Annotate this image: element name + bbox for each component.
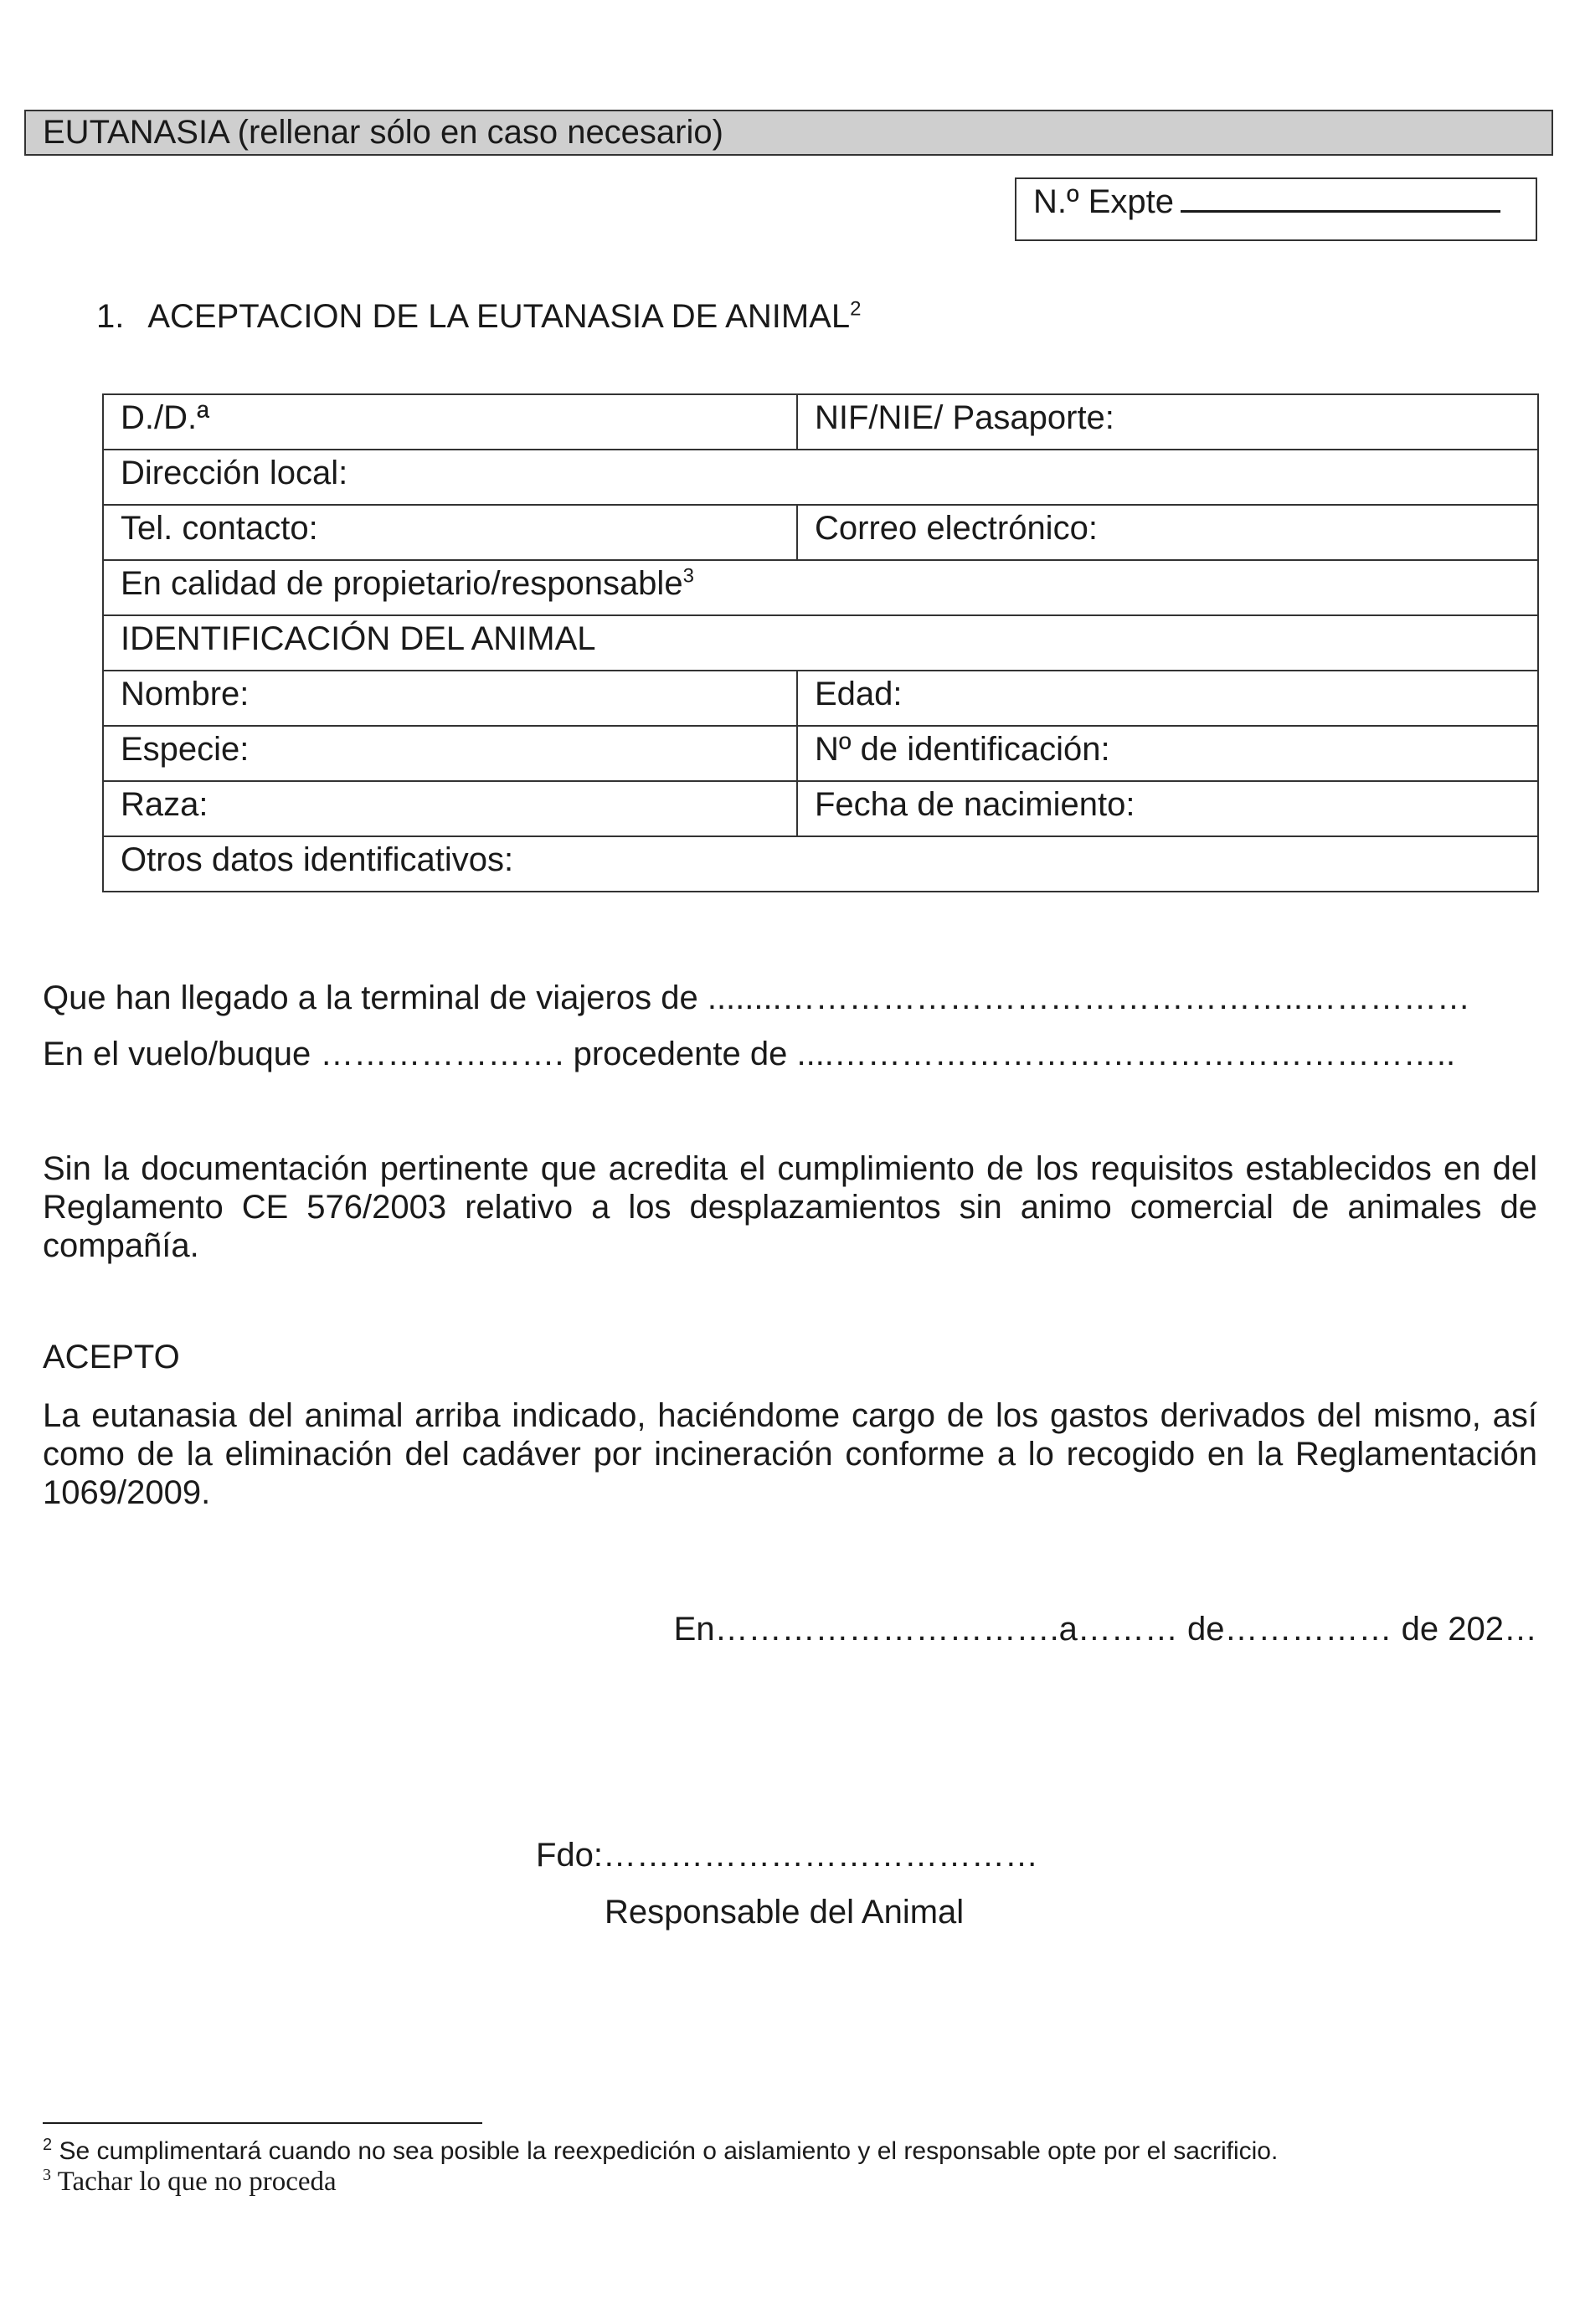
id-document-field[interactable] (797, 394, 1538, 450)
animal-name-field[interactable] (103, 671, 797, 726)
other-data-label: Otros datos identificativos: (121, 841, 514, 878)
email-label: Correo electrónico: (815, 510, 1098, 547)
table-row (103, 781, 1538, 836)
id-number-field[interactable] (797, 726, 1538, 781)
species-field[interactable] (103, 726, 797, 781)
age-label: Edad: (815, 676, 903, 712)
footnote-ref-2: 2 (850, 297, 862, 321)
section-title (96, 298, 861, 336)
euthanasia-paragraph: La eutanasia del animal arriba indicado, haciéndome cargo de los gastos derivados del mismo, así como de la eliminación del cadáver por incineración conforme a lo recogido en la Reglamentación 1069/2009. (43, 1397, 1537, 1511)
email-field[interactable] (797, 505, 1538, 560)
expediente-label: N.º Expte (1033, 183, 1175, 220)
table-row (103, 450, 1538, 505)
address-field[interactable] (103, 450, 1538, 505)
table-row (103, 394, 1538, 450)
age-field[interactable] (797, 671, 1538, 726)
capacity-field[interactable] (103, 560, 1538, 615)
address-label: Dirección local: (121, 455, 348, 491)
table-row (103, 836, 1538, 892)
owner-animal-form (102, 393, 1539, 892)
footnote-ref-3: 3 (682, 564, 694, 588)
other-data-field[interactable] (103, 836, 1538, 892)
table-row (103, 726, 1538, 781)
name-field[interactable] (103, 394, 797, 450)
id-document-label: NIF/NIE/ Pasaporte: (815, 399, 1114, 436)
flight-line: En el vuelo/buque …………………. procedente de ....……………………………………………….. (43, 1036, 1456, 1072)
footnote-3-text: Tachar lo que no proceda (57, 2167, 337, 2197)
section-number: 1. (96, 298, 125, 335)
footnote-3 (43, 2167, 337, 2198)
breed-label: Raza: (121, 786, 208, 823)
birthdate-field[interactable] (797, 781, 1538, 836)
animal-heading (103, 615, 1538, 671)
id-number-label: Nº de identificación: (815, 731, 1110, 768)
section-header: EUTANASIA (rellenar sólo en caso necesario) (24, 110, 1553, 156)
table-row (103, 615, 1538, 671)
species-label: Especie: (121, 731, 250, 768)
breed-field[interactable] (103, 781, 797, 836)
birthdate-label: Fecha de nacimiento: (815, 786, 1135, 823)
expediente-field[interactable] (1181, 182, 1500, 213)
footnote-2 (43, 2137, 1278, 2166)
animal-name-label: Nombre: (121, 676, 250, 712)
footnote-2-text: Se cumplimentará cuando no sea posible la reexpedición o aislamiento y el responsable opte por el sacrificio. (59, 2137, 1279, 2165)
expediente-box (1015, 177, 1537, 241)
section-title-text: ACEPTACION DE LA EUTANASIA DE ANIMAL (147, 298, 851, 335)
documentation-paragraph: Sin la documentación pertinente que acredita el cumplimiento de los requisitos establecidos en del Reglamento CE 576/2003 relativo a los desplazamientos sin animo comercial de animales de compañía. (43, 1150, 1537, 1264)
footnote-3-mark: 3 (43, 2166, 51, 2184)
footnote-2-mark: 2 (43, 2136, 53, 2154)
accept-heading: ACEPTO (43, 1339, 180, 1375)
table-row (103, 560, 1538, 615)
signature-line: Fdo:………………………………… (536, 1837, 1039, 1874)
animal-heading-text: IDENTIFICACIÓN DEL ANIMAL (121, 620, 596, 657)
phone-field[interactable] (103, 505, 797, 560)
name-label: D./D.ª (121, 399, 209, 436)
terminal-line: Que han llegado a la terminal de viajeros de ........………………………………………..…………… (43, 979, 1470, 1016)
table-row (103, 505, 1538, 560)
signature-role: Responsable del Animal (605, 1894, 965, 1931)
phone-label: Tel. contacto: (121, 510, 318, 547)
capacity-label: En calidad de propietario/responsable (121, 565, 683, 602)
footnote-divider (43, 2122, 482, 2124)
table-row (103, 671, 1538, 726)
date-line: En………………………….a……… de…………… de 202… (673, 1611, 1537, 1648)
